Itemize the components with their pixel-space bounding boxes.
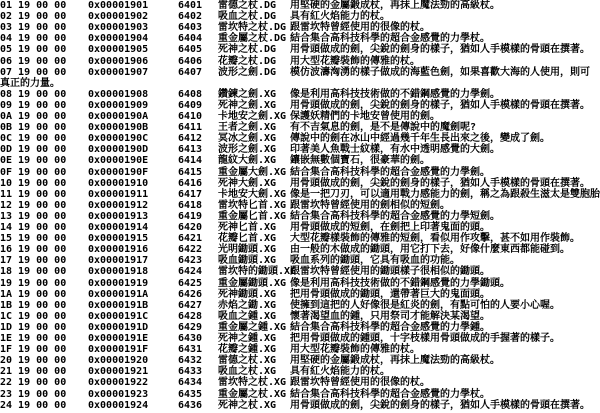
- item-code: 0x00001909: [88, 99, 149, 111]
- item-name: 光明鋤頭.XG: [218, 244, 277, 256]
- item-description: 跟雷坎特曾經使用的很像的杖。: [290, 377, 430, 389]
- item-code: 0x00001904: [88, 33, 149, 45]
- item-name: 花瓣之鍾.XG: [218, 344, 277, 356]
- item-description: 結合集合高科技科學的超合金感覺的力學鍾。: [290, 321, 490, 333]
- table-row: [0, 22, 600, 33]
- item-description: 跟雷坎特曾經使用的劍相似的短劍。: [290, 199, 450, 211]
- item-code: 0x00001907: [88, 66, 149, 78]
- item-code: 0x00001912: [88, 199, 149, 211]
- table-row: [0, 122, 600, 133]
- row-index: 12 19 00 00: [0, 199, 67, 211]
- table-row: [0, 400, 600, 411]
- item-number: 6435: [178, 388, 203, 400]
- item-description: 用堅硬的金屬鍛成杖，再抹上魔法勁的高級杖。: [290, 355, 500, 367]
- row-index: 07 19 00 00: [0, 66, 67, 78]
- item-description: 用大型花瓣裝飾的傳雅的杖。: [290, 344, 420, 356]
- table-row: [0, 167, 600, 178]
- item-name: 冥冰之劍.XG: [218, 133, 277, 145]
- row-index: 0B 19 00 00: [0, 122, 67, 134]
- item-description: 大型花瓣樣裝飾的傳雅的短劍，看似用作攻擊，甚不如用作裝飾。: [290, 233, 580, 245]
- item-number: 6407: [178, 66, 203, 78]
- row-index: 08 19 00 00: [0, 88, 67, 100]
- item-description: 具有紅火焰能力的杖。: [290, 11, 390, 23]
- item-code: 0x0000190D: [88, 144, 149, 156]
- item-name: 死神之鍾.XG: [218, 333, 277, 344]
- item-name: 雷坎特的鋤頭.XG: [218, 266, 297, 278]
- item-name: 吸血之杖.DG: [218, 11, 277, 23]
- table-row: [0, 366, 600, 377]
- item-name: 死神匕首.XG: [218, 222, 277, 233]
- item-name: 重金屬之杖.DG: [218, 33, 287, 45]
- item-name: 雷德之杖.XG: [218, 355, 277, 367]
- item-number: 6401: [178, 0, 203, 11]
- item-number: 6426: [178, 288, 203, 300]
- item-code: 0x0000190B: [88, 122, 149, 134]
- row-index: 03 19 00 00: [0, 22, 67, 34]
- item-code: 0x00001902: [88, 11, 149, 23]
- row-index: 02 19 00 00: [0, 11, 67, 23]
- row-index: 0F 19 00 00: [0, 166, 67, 178]
- item-number: 6415: [178, 166, 203, 178]
- item-description: 跟雷坎特曾經使用的鋤頭樣子很相似的鋤頭。: [290, 266, 490, 278]
- item-description: 用骨頭做成的劍，尖銳的劍身的樣子，猶如人手模樣的骨頭在撰著。: [290, 99, 590, 111]
- item-description: 用骨頭做成的劍，尖銳的劍身的樣子，猶如人手模樣的骨頭在撰著。: [290, 399, 590, 411]
- item-name: 吸血鋤頭.XG: [218, 255, 277, 267]
- item-code: 0x0000190C: [88, 133, 149, 145]
- item-description: 有不吉氣息的劍，是不是傳說中的魔劍呢?: [290, 122, 477, 134]
- table-row: [0, 300, 600, 311]
- item-code: 0x00001913: [88, 210, 149, 222]
- row-index: 14 19 00 00: [0, 222, 67, 233]
- row-index: 0A 19 00 00: [0, 111, 67, 122]
- item-description: 結合集合高科技科學的超合金感覺的力學杖。: [290, 33, 490, 45]
- item-name: 卡地安之劍.XG: [218, 111, 287, 122]
- item-name: 死神之劍.XG: [218, 99, 277, 111]
- item-name: 重金屬匕首.XG: [218, 210, 287, 222]
- item-number: 6423: [178, 255, 203, 267]
- item-description: 吸血系列的鋤頭，它具有吸血的功能。: [290, 255, 460, 267]
- item-number: 6409: [178, 99, 203, 111]
- item-code: 0x00001923: [88, 388, 149, 400]
- table-row: [0, 333, 600, 344]
- item-code: 0x0000191E: [88, 333, 149, 344]
- item-description: 把用骨頭做成的鋤頭，還帶著巨大的鬼面頭。: [290, 288, 490, 300]
- item-code: 0x00001908: [88, 88, 149, 100]
- row-index: 13 19 00 00: [0, 210, 67, 222]
- item-number: 6410: [178, 111, 203, 122]
- item-number: 6405: [178, 44, 203, 56]
- row-index: 18 19 00 00: [0, 266, 67, 278]
- item-description: 跟雷坎特曾經使用的很像的杖。: [290, 22, 430, 34]
- table-row: [0, 311, 600, 322]
- item-name: 雷坎特之杖.DG: [218, 22, 287, 34]
- item-number: 6436: [178, 399, 203, 411]
- row-index: 23 19 00 00: [0, 388, 67, 400]
- item-number: 6429: [178, 321, 203, 333]
- item-description: 用骨頭做成的短劍，在劍把上印著鬼面的頭。: [290, 222, 490, 233]
- row-index: 24 19 00 00: [0, 399, 67, 411]
- row-index: 1C 19 00 00: [0, 310, 67, 322]
- item-number: 6413: [178, 144, 203, 156]
- table-row: [0, 355, 600, 366]
- item-name: 赤焰之鋤.XG: [218, 299, 277, 311]
- item-number: 6434: [178, 377, 203, 389]
- item-name: 花瓣匕首.XG: [218, 233, 277, 245]
- item-number: 6416: [178, 177, 203, 189]
- item-number: 6430: [178, 333, 203, 344]
- item-number: 6402: [178, 11, 203, 23]
- item-name: 吸血之鍾.XG: [218, 310, 277, 322]
- row-index: 19 19 00 00: [0, 277, 67, 289]
- item-number: 6427: [178, 299, 203, 311]
- row-index: 1E 19 00 00: [0, 333, 67, 344]
- item-name: 王者之劍.XG: [218, 122, 277, 134]
- item-description: 具有紅火焰能力的杖。: [290, 366, 390, 378]
- item-description: 印著美人魚戰士紋樣，有水中透明感覺的大劍。: [290, 144, 500, 156]
- table-row: [0, 178, 600, 189]
- item-name: 吸血之杖.XG: [218, 366, 277, 378]
- table-row: [0, 155, 600, 166]
- table-row: [0, 211, 600, 222]
- item-code: 0x0000190A: [88, 111, 149, 122]
- row-index: 20 19 00 00: [0, 355, 67, 367]
- table-row: [0, 377, 600, 388]
- table-row: [0, 233, 600, 244]
- item-number: 6412: [178, 133, 203, 145]
- row-index: 0E 19 00 00: [0, 155, 67, 167]
- item-code: 0x00001911: [88, 188, 149, 200]
- row-index: 0D 19 00 00: [0, 144, 67, 156]
- item-name: 死神鋤頭.XG: [218, 288, 277, 300]
- row-index: 06 19 00 00: [0, 55, 67, 67]
- row-index: 21 19 00 00: [0, 366, 67, 378]
- continuation-text: 真正的力量。: [0, 77, 60, 89]
- item-number: 6419: [178, 210, 203, 222]
- item-description: 用大型花瓣裝飾的傳雅的杖。: [290, 55, 420, 67]
- row-index: 16 19 00 00: [0, 244, 67, 256]
- row-index: 15 19 00 00: [0, 233, 67, 245]
- table-row: [0, 89, 600, 100]
- item-description: 傳說中的劍在冰山中經過幾千年生長出來之後，變成了劍。: [290, 133, 550, 145]
- item-number: 6403: [178, 22, 203, 34]
- row-index: 10 19 00 00: [0, 177, 67, 189]
- row-index: 1A 19 00 00: [0, 288, 67, 300]
- item-description: 懷著渴望血的鍾，只用祭司才能解決某渴望。: [290, 310, 490, 322]
- item-code: 0x00001910: [88, 177, 149, 189]
- item-number: 6424: [178, 266, 203, 278]
- row-index: 04 19 00 00: [0, 33, 67, 45]
- item-number: 6425: [178, 277, 203, 289]
- item-name: 龍紋大劍.XG: [218, 155, 277, 167]
- row-index: 0C 19 00 00: [0, 133, 67, 145]
- item-description: 像是一把刀刃，可以適用戰力感能力的劍，稱之為跟殺生滋太是雙胞胎: [290, 188, 600, 200]
- row-index: 22 19 00 00: [0, 377, 67, 389]
- item-description: 保護妖精們的卡地安曾使用的劍。: [290, 111, 440, 122]
- item-code: 0x00001924: [88, 399, 149, 411]
- item-code: 0x00001915: [88, 233, 149, 245]
- item-number: 6428: [178, 310, 203, 322]
- table-row: [0, 144, 600, 155]
- item-number: 6414: [178, 155, 203, 167]
- table-row: [0, 44, 600, 55]
- item-name: 花瓣之杖.DG: [218, 55, 277, 67]
- item-code: 0x00001920: [88, 355, 149, 367]
- table-row: [0, 278, 600, 289]
- table-row: [0, 389, 600, 400]
- item-code: 0x0000190F: [88, 166, 149, 178]
- table-row: [0, 33, 600, 44]
- item-name: 重金屬之杖.XG: [218, 388, 287, 400]
- item-number: 6422: [178, 244, 203, 256]
- table-row: [0, 56, 600, 67]
- item-name: 雷坎特之杖.XG: [218, 377, 287, 389]
- item-code: 0x00001921: [88, 366, 149, 378]
- table-row: [0, 200, 600, 211]
- item-description: 結合集合高科技科學的超合金感覺的力學劍。: [290, 166, 490, 178]
- table-row: [0, 11, 600, 22]
- item-number: 6411: [178, 122, 203, 134]
- item-number: 6404: [178, 33, 203, 45]
- item-description: 像是利用高科技技術做的不錯鋼感覺的力學鋤頭。: [290, 277, 510, 289]
- table-row: [0, 133, 600, 144]
- item-name: 重金屬鋤頭.XG: [218, 277, 287, 289]
- table-row: [0, 244, 600, 255]
- item-code: 0x00001901: [88, 0, 149, 11]
- item-number: 6433: [178, 366, 203, 378]
- item-code: 0x0000191D: [88, 321, 149, 333]
- item-description: 模仿波濤洶湧的樣子做成的海藍色劍，如果喜歡大海的人使用，則可: [290, 66, 590, 78]
- item-number: 6420: [178, 222, 203, 233]
- row-index: 1B 19 00 00: [0, 299, 67, 311]
- row-index: 1F 19 00 00: [0, 344, 67, 356]
- item-code: 0x00001917: [88, 255, 149, 267]
- row-index: 1D 19 00 00: [0, 321, 67, 333]
- row-index: 01 19 00 00: [0, 0, 67, 11]
- item-name: 死神之杖.XG: [218, 399, 277, 411]
- table-row: [0, 67, 600, 78]
- row-index: 17 19 00 00: [0, 255, 67, 267]
- item-number: 6421: [178, 233, 203, 245]
- item-code: 0x0000190E: [88, 155, 149, 167]
- item-description: 把用骨頭做成的鍾頭，十字枝樣用骨頭做成的手握著的樣子。: [290, 333, 560, 344]
- table-row: [0, 322, 600, 333]
- row-index: 09 19 00 00: [0, 99, 67, 111]
- item-description: 結合集合高科技科學的超合金感覺的力學杖。: [290, 388, 490, 400]
- item-name: 波形之劍.XG: [218, 144, 277, 156]
- item-number: 6406: [178, 55, 203, 67]
- table-row: [0, 189, 600, 200]
- item-code: 0x00001919: [88, 277, 149, 289]
- table-row: [0, 266, 600, 277]
- item-code: 0x00001914: [88, 222, 149, 233]
- item-description: 用骨頭做成的劍，尖銳的劍身的樣子，猶如人手模樣的骨頭在撰著。: [290, 177, 590, 189]
- table-row: [0, 289, 600, 300]
- item-code: 0x0000191A: [88, 288, 149, 300]
- item-code: 0x00001905: [88, 44, 149, 56]
- table-row: [0, 222, 600, 233]
- item-name: 波形之劍.DG: [218, 66, 277, 78]
- row-index: 11 19 00 00: [0, 188, 67, 200]
- item-description: 像是利用高科技技術做的不錯鋼感覺的力學劍。: [290, 88, 500, 100]
- table-row: [0, 100, 600, 111]
- item-number: 6418: [178, 199, 203, 211]
- item-description: 使擁到這把的人好像很是紅炎的劍，有點可怕的人要小心喔。: [290, 299, 560, 311]
- item-code: 0x00001906: [88, 55, 149, 67]
- item-code: 0x0000191F: [88, 344, 149, 356]
- item-code: 0x00001916: [88, 244, 149, 256]
- item-number: 6417: [178, 188, 203, 200]
- item-code: 0x0000191C: [88, 310, 149, 322]
- item-description: 鑲嵌無數個寶石，很豪華的劍。: [290, 155, 430, 167]
- item-name: 死神大劍.XG: [218, 177, 277, 189]
- item-code: 0x00001922: [88, 377, 149, 389]
- table-row: [0, 111, 600, 122]
- item-code: 0x00001903: [88, 22, 149, 34]
- item-description: 由一般的木做成的鋤頭，用它打下去，好像什麼東西都能碰到。: [290, 244, 570, 256]
- item-description: 結合集合高科技科學的超合金感覺的力學短劍。: [290, 210, 500, 222]
- item-number: 6408: [178, 88, 203, 100]
- item-code: 0x0000191B: [88, 299, 149, 311]
- item-number: 6431: [178, 344, 203, 356]
- table-row: [0, 344, 600, 355]
- row-index: 05 19 00 00: [0, 44, 67, 56]
- item-name: 重金屬大劍.XG: [218, 166, 287, 178]
- item-name: 雷德之杖.DG: [218, 0, 277, 11]
- table-row: [0, 0, 600, 11]
- item-description: 用堅硬的金屬鍛成杖，再抹上魔法勁的高級杖。: [290, 0, 500, 11]
- table-row: [0, 255, 600, 266]
- item-name: 雷坎特匕首.XG: [218, 199, 287, 211]
- item-name: 鑽鍊之劍.XG: [218, 88, 277, 100]
- item-name: 卡地安大劍.XG: [218, 188, 287, 200]
- item-code: 0x00001918: [88, 266, 149, 278]
- item-description: 用骨頭做成的劍，尖銳的劍身的樣子，猶如人手模樣的骨頭在撰著。: [290, 44, 590, 56]
- item-name: 死神之杖.DG: [218, 44, 277, 56]
- item-name: 重金屬之鍾.XG: [218, 321, 287, 333]
- wrapped-line: [0, 78, 600, 89]
- item-number: 6432: [178, 355, 203, 367]
